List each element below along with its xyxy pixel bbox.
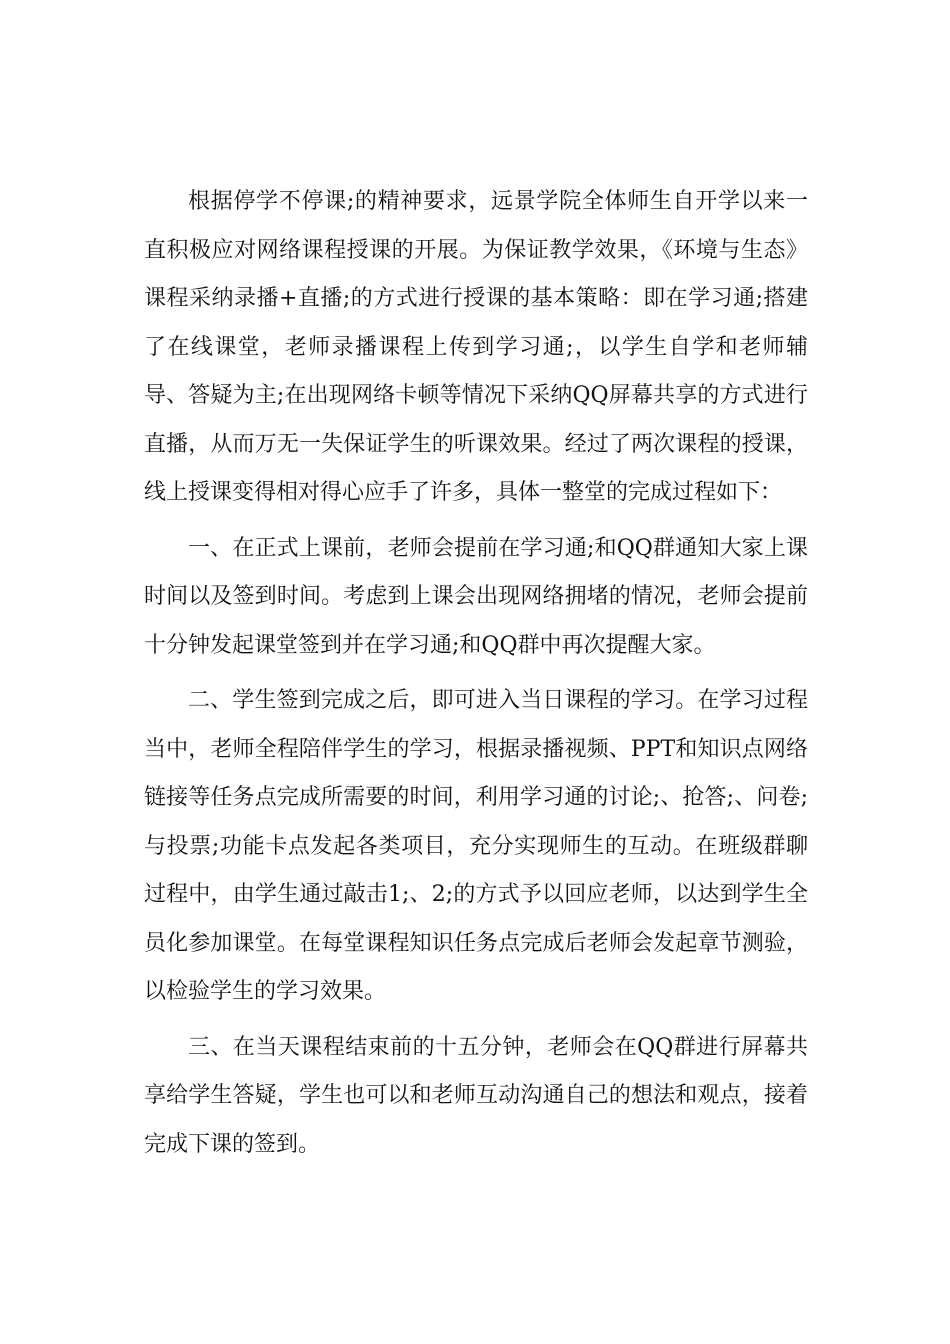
paragraph-intro: 根据停学不停课;的精神要求，远景学院全体师生自开学以来一直积极应对网络课程授课的开展。为保证教学效果，《环境与生态》课程采纳录播+直播;的方式进行授课的基本策略：即在学习通;搭建了在线课堂，老师录播课程上传到学习通;，以学生自学和老师辅导、答疑为主;在出现网络卡顿等情况下采纳QQ屏幕共享的方式进行直播，从而万无一失保证学生的听课效果。经过了两次课程的授课，线上授课变得相对得心应手了许多，具体一整堂的完成过程如下： bbox=[144, 189, 808, 505]
paragraph-step-three: 三、在当天课程结束前的十五分钟，老师会在QQ群进行屏幕共享给学生答疑，学生也可以和老师互动沟通自己的想法和观点，接着完成下课的签到。 bbox=[144, 1034, 808, 1157]
paragraph-step-one: 一、在正式上课前，老师会提前在学习通;和QQ群通知大家上课时间以及签到时间。考虑到上课会出现网络拥堵的情况，老师会提前十分钟发起课堂签到并在学习通;和QQ群中再次提醒大家。 bbox=[144, 535, 808, 658]
paragraph-step-two: 二、学生签到完成之后，即可进入当日课程的学习。在学习过程当中，老师全程陪伴学生的学习，根据录播视频、PPT和知识点网络链接等任务点完成所需要的时间，利用学习通的讨论;、抢答;、问卷;与投票;功能卡点发起各类项目，充分实现师生的互动。在班级群聊过程中，由学生通过敲击1;、2;的方式予以回应老师，以达到学生全员化参加课堂。在每堂课程知识任务点完成后老师会发起章节测验，以检验学生的学习效果。 bbox=[144, 688, 808, 1004]
document-body bbox=[144, 178, 808, 1176]
